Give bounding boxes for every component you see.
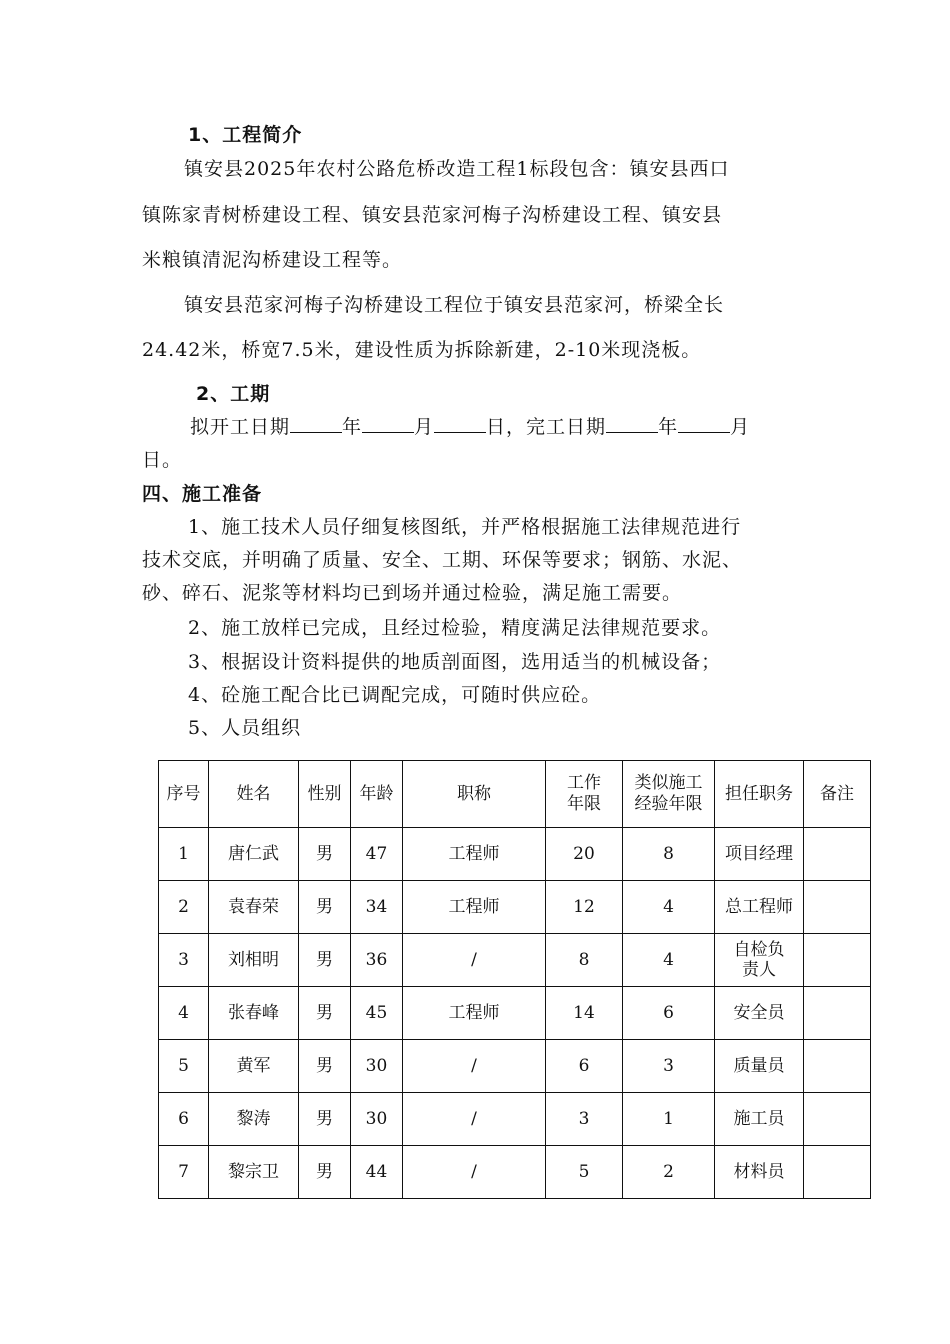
header-similar (623, 761, 715, 828)
header-role: 担任职务 (715, 761, 804, 828)
staff-table (158, 760, 871, 1199)
cell-remark (804, 828, 871, 881)
cell-name: 袁春荣 (209, 881, 299, 934)
cell-remark (804, 1146, 871, 1199)
period-heading: 2、工期 (196, 383, 271, 405)
period-start-label: 拟开工日期 (190, 416, 291, 438)
period-line-2: 日。 (142, 449, 183, 471)
cell-title: 工程师 (403, 828, 546, 881)
table-row (159, 987, 871, 1040)
year-unit: 年 (342, 416, 363, 438)
cell-no: 4 (159, 987, 209, 1040)
cell-no: 2 (159, 881, 209, 934)
header-age: 年龄 (351, 761, 403, 828)
prep-item-3: 3、根据设计资料提供的地质剖面图，选用适当的机械设备； (188, 651, 722, 673)
table-row (159, 934, 871, 987)
cell-age: 47 (351, 828, 403, 881)
cell-no: 6 (159, 1093, 209, 1146)
prep-item-1-line-1: 1、施工技术人员仔细复核图纸，并严格根据施工法律规范进行 (188, 516, 742, 538)
cell-remark (804, 1040, 871, 1093)
cell-remark (804, 987, 871, 1040)
header-title: 职称 (403, 761, 546, 828)
period-end-label: 日，完工日期 (486, 416, 607, 438)
header-years-line-1: 工作 (567, 773, 601, 793)
table-header-row (159, 761, 871, 828)
cell-no: 7 (159, 1146, 209, 1199)
cell-gender: 男 (299, 934, 351, 987)
cell-years: 12 (546, 881, 623, 934)
table-row (159, 1093, 871, 1146)
prep-item-4: 4、砼施工配合比已调配完成，可随时供应砼。 (188, 684, 602, 706)
header-gender: 性别 (299, 761, 351, 828)
cell-age: 44 (351, 1146, 403, 1199)
table-row (159, 828, 871, 881)
cell-gender: 男 (299, 1040, 351, 1093)
cell-years: 8 (546, 934, 623, 987)
cell-age: 45 (351, 987, 403, 1040)
cell-role: 材料员 (715, 1146, 804, 1199)
cell-similar: 6 (623, 987, 715, 1040)
cell-role: 质量员 (715, 1040, 804, 1093)
table-row (159, 1040, 871, 1093)
cell-gender: 男 (299, 987, 351, 1040)
cell-similar: 1 (623, 1093, 715, 1146)
end-month-blank (678, 414, 730, 433)
overview-heading: 1、工程简介 (188, 124, 303, 146)
overview-paragraph-1-line-2: 镇陈家青树桥建设工程、镇安县范家河梅子沟桥建设工程、镇安县 (142, 204, 723, 226)
period-line (190, 414, 750, 439)
cell-gender: 男 (299, 828, 351, 881)
cell-role: 总工程师 (715, 881, 804, 934)
cell-title: 工程师 (403, 987, 546, 1040)
header-no: 序号 (159, 761, 209, 828)
prep-item-1-line-2: 技术交底，并明确了质量、安全、工期、环保等要求；钢筋、水泥、 (142, 549, 743, 571)
cell-remark (804, 1093, 871, 1146)
cell-age: 34 (351, 881, 403, 934)
cell-remark (804, 881, 871, 934)
cell-role: 项目经理 (715, 828, 804, 881)
prep-item-5: 5、人员组织 (188, 717, 302, 739)
cell-years: 6 (546, 1040, 623, 1093)
cell-years: 20 (546, 828, 623, 881)
month-unit: 月 (730, 416, 751, 438)
overview-paragraph-2-line-2: 24.42米，桥宽7.5米，建设性质为拆除新建，2-10米现浇板。 (142, 339, 702, 361)
cell-name: 黄军 (209, 1040, 299, 1093)
header-similar-line-2: 经验年限 (634, 794, 703, 814)
cell-name: 黎涛 (209, 1093, 299, 1146)
month-unit: 月 (414, 416, 435, 438)
cell-age: 36 (351, 934, 403, 987)
cell-name: 唐仁武 (209, 828, 299, 881)
start-day-blank (434, 414, 486, 433)
table-row (159, 1146, 871, 1199)
cell-no: 1 (159, 828, 209, 881)
cell-no: 5 (159, 1040, 209, 1093)
cell-age: 30 (351, 1040, 403, 1093)
cell-similar: 4 (623, 881, 715, 934)
cell-name: 张春峰 (209, 987, 299, 1040)
header-remark: 备注 (804, 761, 871, 828)
cell-role: 自检负责人 (715, 934, 804, 987)
cell-gender: 男 (299, 881, 351, 934)
table-row (159, 881, 871, 934)
start-year-blank (290, 414, 342, 433)
cell-years: 5 (546, 1146, 623, 1199)
prep-item-1-line-3: 砂、碎石、泥浆等材料均已到场并通过检验，满足施工需要。 (142, 582, 683, 604)
header-years (546, 761, 623, 828)
prep-heading: 四、施工准备 (142, 483, 263, 505)
end-year-blank (606, 414, 658, 433)
cell-no: 3 (159, 934, 209, 987)
start-month-blank (362, 414, 414, 433)
cell-similar: 2 (623, 1146, 715, 1199)
cell-gender: 男 (299, 1146, 351, 1199)
overview-paragraph-1-line-3: 米粮镇清泥沟桥建设工程等。 (142, 249, 403, 271)
cell-title: 工程师 (403, 881, 546, 934)
prep-item-2: 2、施工放样已完成，且经过检验，精度满足法律规范要求。 (188, 617, 722, 639)
cell-title: / (403, 1093, 546, 1146)
cell-role: 施工员 (715, 1093, 804, 1146)
year-unit: 年 (658, 416, 679, 438)
cell-age: 30 (351, 1093, 403, 1146)
cell-years: 3 (546, 1093, 623, 1146)
cell-title: / (403, 1146, 546, 1199)
cell-similar: 4 (623, 934, 715, 987)
cell-name: 黎宗卫 (209, 1146, 299, 1199)
header-similar-line-1: 类似施工 (634, 773, 703, 793)
overview-paragraph-2-line-1: 镇安县范家河梅子沟桥建设工程位于镇安县范家河，桥梁全长 (184, 294, 725, 316)
cell-name: 刘相明 (209, 934, 299, 987)
cell-role: 安全员 (715, 987, 804, 1040)
overview-paragraph-1-line-1: 镇安县2025年农村公路危桥改造工程1标段包含：镇安县西口 (184, 158, 730, 180)
cell-remark (804, 934, 871, 987)
cell-similar: 8 (623, 828, 715, 881)
cell-similar: 3 (623, 1040, 715, 1093)
header-years-line-2: 年限 (567, 794, 601, 814)
cell-title: / (403, 934, 546, 987)
cell-years: 14 (546, 987, 623, 1040)
cell-title: / (403, 1040, 546, 1093)
cell-gender: 男 (299, 1093, 351, 1146)
header-name: 姓名 (209, 761, 299, 828)
